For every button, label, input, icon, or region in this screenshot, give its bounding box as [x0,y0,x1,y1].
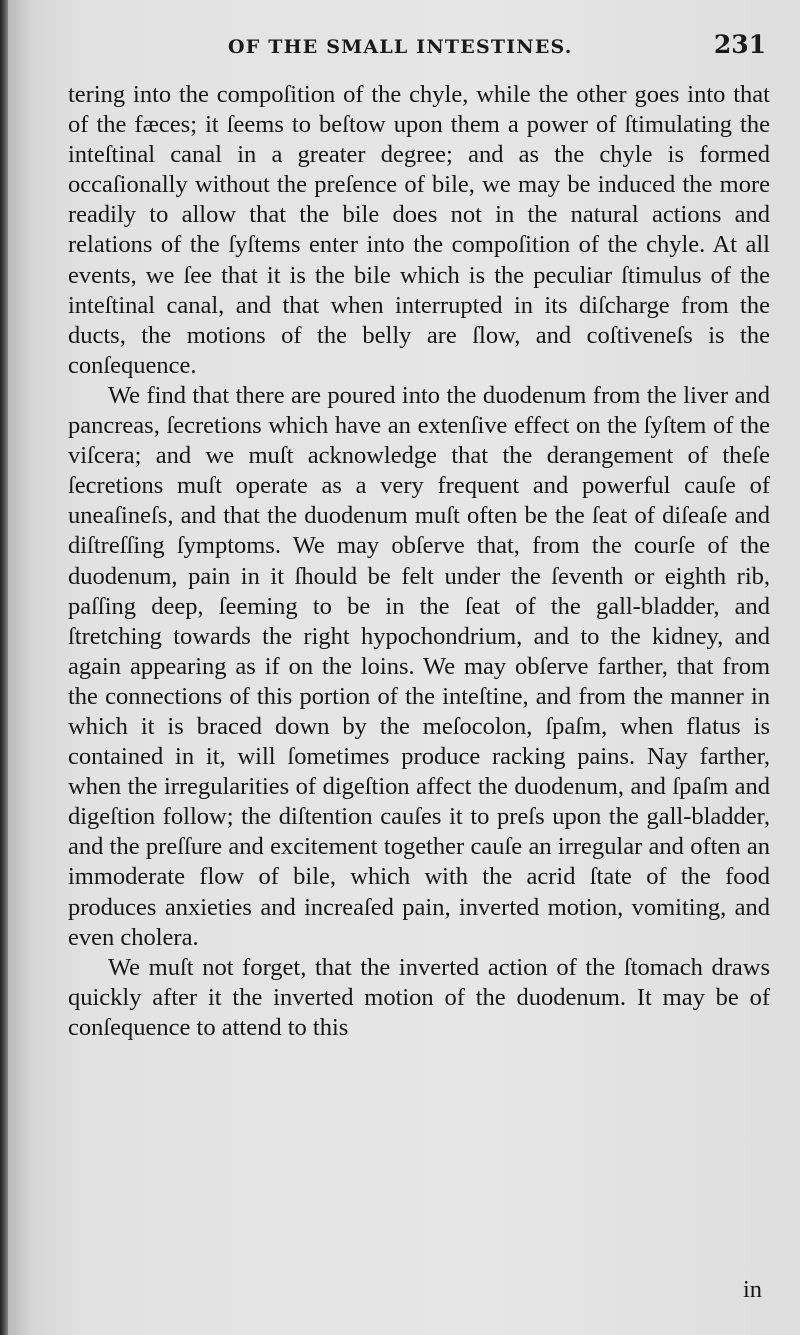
paragraph-1: tering into the compoſition of the chyle, while the other goes into that of the fæces; it ſeems to beſtow upon them a power of ſtimulating the inteſtinal canal in a greater degree; and as the chyle is formed occaſionally without the preſence of bile, we may be induced the more readily to allow that the bile does not in the natural actions and relations of the ſyſtems enter into the compoſition of the chyle. At all events, we ſee that it is the bile which is the peculiar ſtimulus of the inteſtinal canal, and that when interrupted in its diſcharge from the ducts, the motions of the belly are ſlow, and coſtiveneſs is the conſequence. [68,81,770,379]
body-text [68,80,770,1043]
running-head: OF THE SMALL INTESTINES. [228,36,573,58]
binding-gutter [0,0,8,1335]
page-number: 231 [713,30,766,59]
catchword: in [742,1276,762,1303]
book-page [8,0,800,1335]
paragraph-2: We find that there are poured into the duodenum from the liver and pancreas, ſecretions which have an extenſive effect on the ſyſtem of the viſcera; and we muſt acknowledge that the derangement of theſe ſecretions muſt operate as a very frequent and powerful cauſe of uneaſineſs, and that the duodenum muſt often be the ſeat of diſeaſe and diſtreſſing ſymptoms. We may obſerve that, from the courſe of the duodenum, pain in it ſhould be felt under the ſeventh or eighth rib, paſſing deep, ſeeming to be in the ſeat of the gall-bladder, and ſtretching towards the right hypochondrium, and to the kidney, and again appearing as if on the loins. We may obſerve farther, that from the connections of this portion of the inteſtine, and from the manner in which it is braced down by the meſocolon, ſpaſm, when flatus is contained in it, will ſometimes produce racking pains. Nay farther, when the irregularities of digeſtion affect the duodenum, and ſpaſm and digeſtion follow; the diſtention cauſes it to preſs upon the gall-bladder, and the preſſure and excitement together cauſe an irregular and often an immoderate flow of bile, which with the acrid ſtate of the food produces anxieties and increaſed pain, inverted motion, vomiting, and even cholera. [68,381,770,951]
page-header [8,30,800,66]
paragraph-3: We muſt not forget, that the inverted action of the ſtomach draws quickly after it the inverted motion of the duodenum. It may be of conſequence to attend to this [68,953,770,1041]
